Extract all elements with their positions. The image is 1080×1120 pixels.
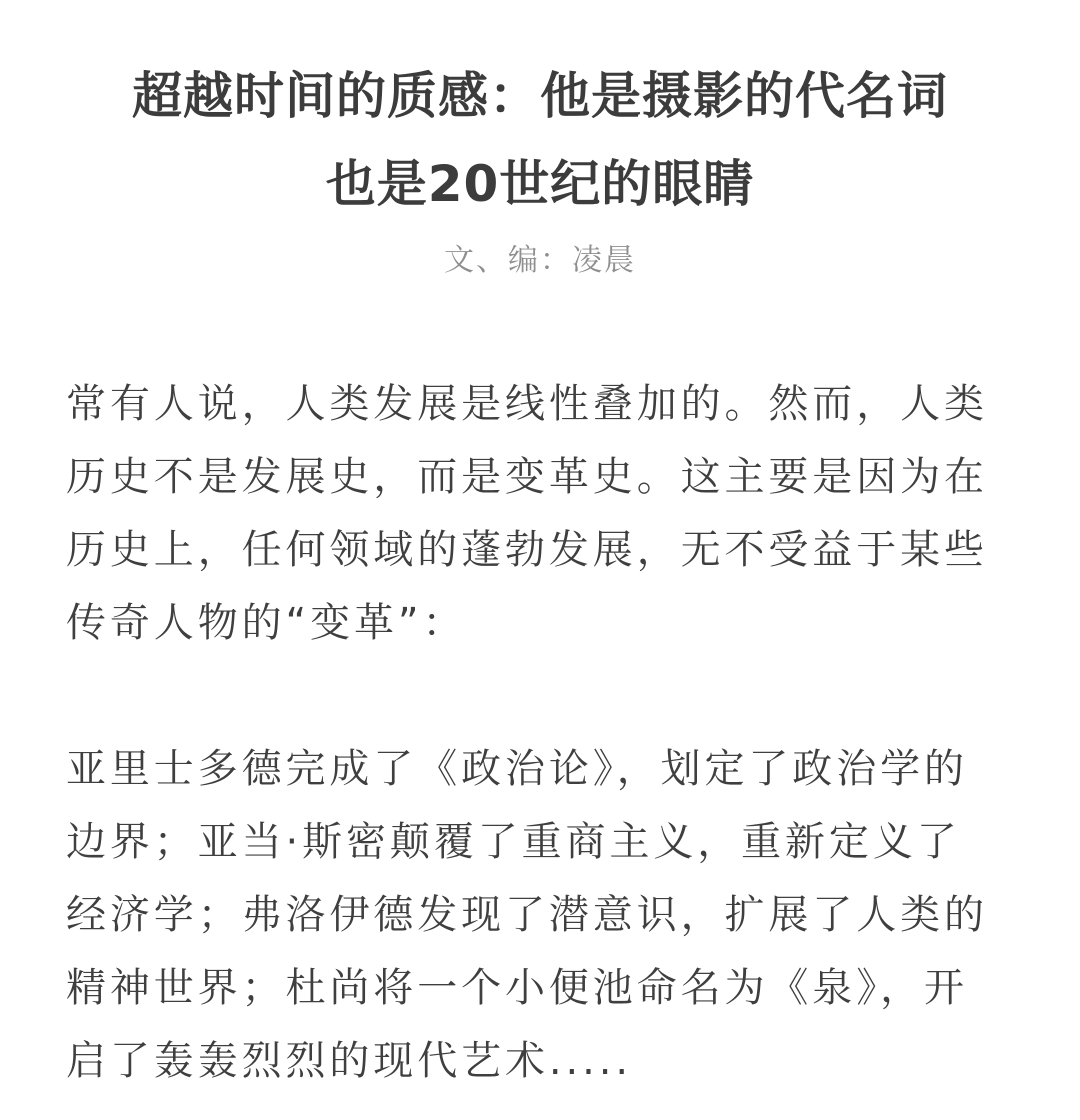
paragraph-line: 精神世界；杜尚将一个小便池命名为《泉》，开: [66, 965, 968, 1011]
paragraph-line: 历史不是发展史，而是变革史。这主要是因为在: [66, 454, 988, 500]
paragraph-line: 边界；亚当·斯密颠覆了重商主义，重新定义了: [66, 819, 961, 865]
paragraph-1: [66, 368, 1026, 660]
paragraph-2: [66, 733, 1026, 1098]
title-line-2: 也是20世纪的眼睛: [325, 155, 755, 213]
paragraph-line: 亚里士多德完成了《政治论》，划定了政治学的: [66, 746, 968, 792]
paragraph-line: 传奇人物的“变革”：: [66, 600, 467, 646]
paragraph-line: 常有人说，人类发展是线性叠加的。然而，人类: [66, 381, 988, 427]
paragraph-line: 启了轰轰烈烈的现代艺术.....: [66, 1038, 632, 1084]
article-title: [0, 52, 1080, 228]
paragraph-line: 经济学；弗洛伊德发现了潜意识，扩展了人类的: [66, 892, 988, 938]
author-byline: 文、编：凌晨: [444, 243, 636, 278]
title-line-1: 超越时间的质感：他是摄影的代名词: [132, 67, 948, 125]
paragraph-line: 历史上，任何领域的蓬勃发展，无不受益于某些: [66, 527, 988, 573]
